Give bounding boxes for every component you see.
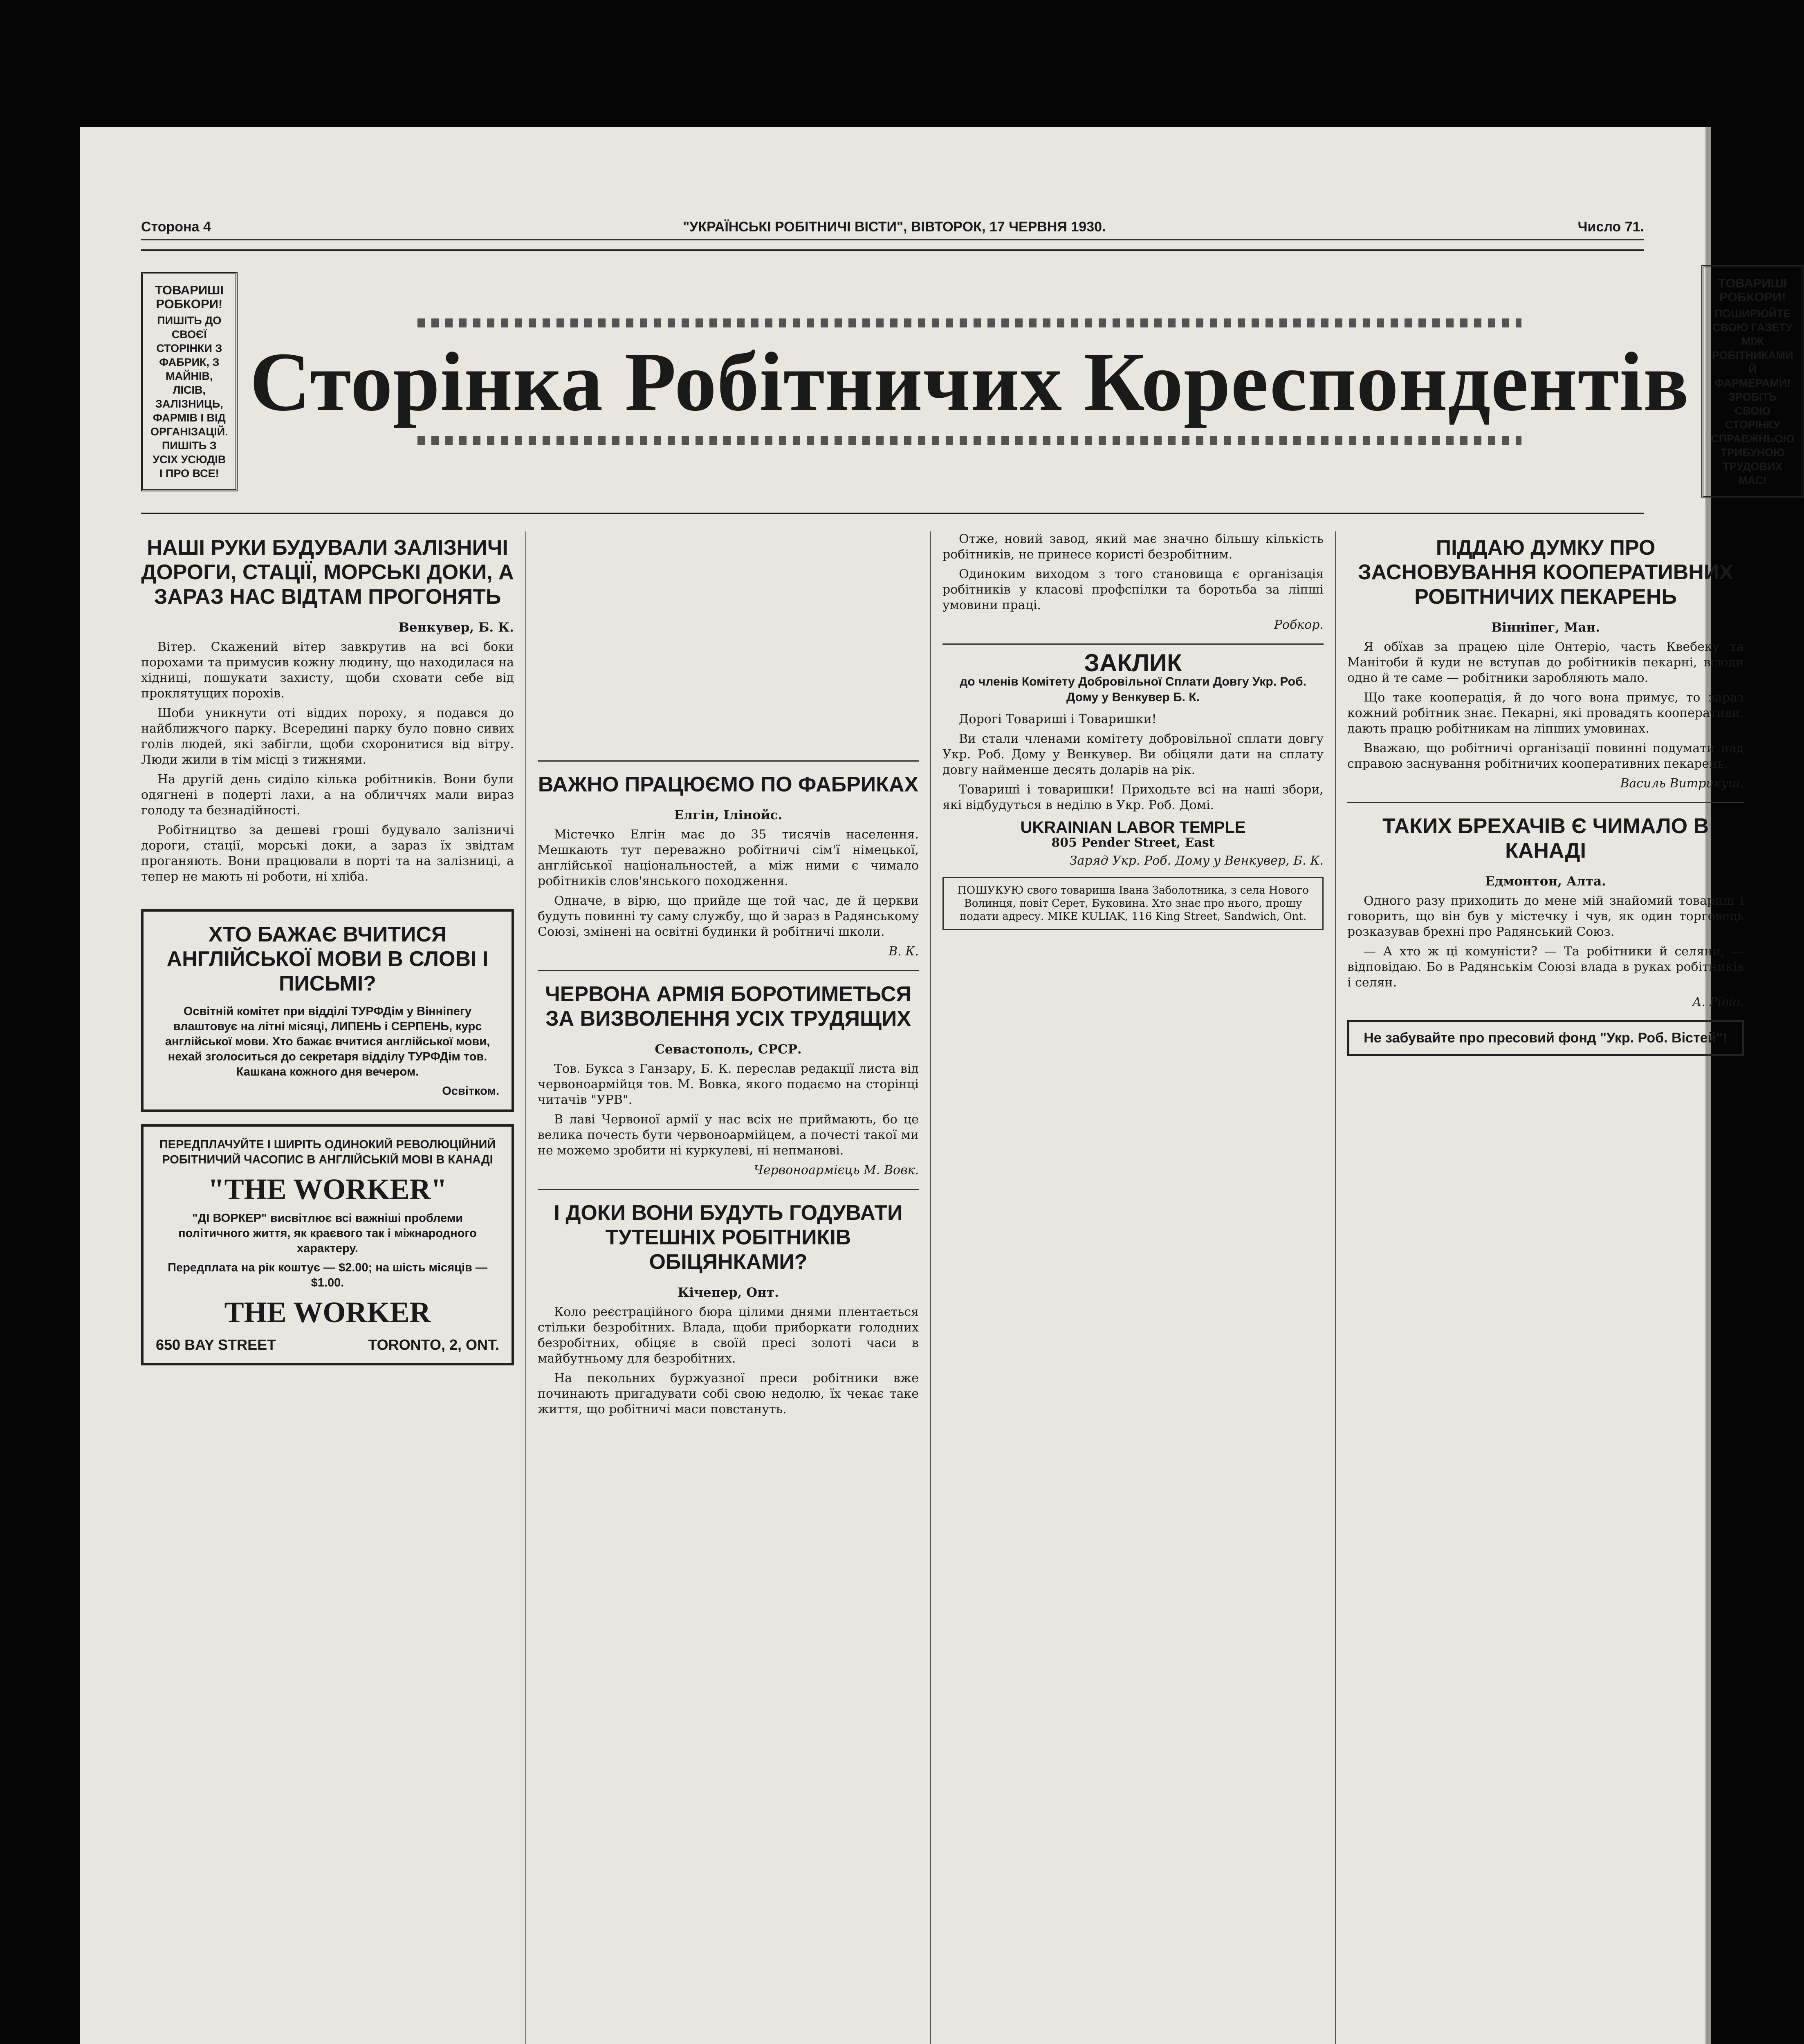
article-dateline: Едмонтон, Алта. bbox=[1485, 874, 1606, 889]
worker-intro: ПЕРЕДПЛАЧУЙТЕ І ШИРІТЬ ОДИНОКИЙ РЕВОЛЮЦІЙНИЙ РОБІТНИЧИЙ ЧАСОПИС В АНГЛІЙСЬКІЙ МОВІ В КАНАДІ bbox=[159, 1138, 496, 1166]
left-notice-text: ПИШІТЬ ДО СВОЄЇ СТОРІНКИ З ФАБРИК, З МАЙНІВ, ЛІСІВ, ЗАЛІЗНИЦЬ, ФАРМІВ І ВІД ОРГАНІЗАЦІЙ. ПИШІТЬ З УСІХ УСЮДІВ І ПРО ВСЕ! bbox=[150, 314, 228, 480]
english-course-ad bbox=[141, 909, 514, 1112]
article-sign: Василь Витрикуш. bbox=[1620, 776, 1744, 791]
article-headline: ВАЖНО ПРАЦЮЄМО ПО ФАБРИКАХ bbox=[538, 773, 919, 796]
page-number: Сторона 4 bbox=[141, 219, 211, 235]
article-paragraph: Тов. Букса з Ганзару, Б. К. переслав редакції листа від червоноармійця тов. М. Вовка, якого подаємо на сторінці читачів "УРВ". bbox=[538, 1062, 919, 1107]
ornament-top bbox=[417, 318, 1521, 327]
article-paragraph: Що таке кооперація, й до чого вона примує, то зараз кожний робітник знає. Пекарні, які провадять кооперативи, дають працю робітникам на ліпших умовинах. bbox=[1347, 690, 1744, 736]
worker-text: "ДІ ВОРКЕР" висвітлює всі важніші проблеми політичного життя, як краєвого так і міжнародного характеру. bbox=[178, 1212, 477, 1255]
article-dateline: Венкувер, Б. К. bbox=[398, 620, 514, 635]
article-paragraph: На пекольних буржуазної преси робітники вже починають пригадувати собі свою недолю, їх чекає таке життя, що робітничі маси повстануть. bbox=[538, 1371, 919, 1416]
worker-address bbox=[156, 1337, 499, 1352]
article-paragraph: — А хто ж ці комуністи? — Та робітники й селяни, — відповідаю. Бо в Радянськім Союзі влада в руках робітників і селян. bbox=[1347, 944, 1744, 990]
article-paragraph: Вважаю, що робітничі організації повинні подумати над справою заснування робітничих кооперативних пекарень. bbox=[1347, 741, 1744, 771]
labor-temple-name: UKRAINIAN LABOR TEMPLE bbox=[1020, 818, 1246, 836]
masthead bbox=[141, 249, 1795, 514]
labor-temple-address: 805 Pender Street, East bbox=[1051, 836, 1215, 850]
article-paragraph: Дорогі Товариші і Товаришки! bbox=[959, 712, 1157, 726]
article-dateline: Вінніпег, Ман. bbox=[1491, 620, 1600, 635]
article-headline: ЧЕРВОНА АРМІЯ БОРОТИМЕТЬСЯ ЗА ВИЗВОЛЕННЯ УСІХ ТРУДЯЩИХ bbox=[545, 982, 911, 1031]
article-paragraph: Одного разу приходить до мене мій знайомий товариш і говорить, що він був у містечку і чув, як один торговець розказував брехні про Радянський Союз. bbox=[1347, 894, 1744, 939]
article-dateline: Севастополь, СРСР. bbox=[655, 1042, 802, 1057]
worker-city: TORONTO, 2, ONT. bbox=[368, 1336, 499, 1353]
worker-ad bbox=[141, 1124, 514, 1365]
divider bbox=[538, 760, 919, 762]
appeal-sign: Заряд Укр. Роб. Дому у Венкувер, Б. К. bbox=[1069, 854, 1324, 868]
column-1 bbox=[141, 531, 525, 2044]
folio-line bbox=[141, 215, 1644, 240]
right-notice-title: ТОВАРИШІ РОБКОРИ! bbox=[1718, 276, 1787, 304]
worker-name: "THE WORKER" bbox=[208, 1173, 447, 1206]
press-fund-notice: Не забувайте про пресовий фонд "Укр. Роб. Вістей"! bbox=[1347, 1020, 1744, 1056]
article-sign: В. К. bbox=[889, 944, 919, 959]
ad-text: Освітній комітет при відділі ТУРФДім у Вінніпегу влаштовує на літні місяці, ЛИПЕНЬ і СЕРПЕНЬ, курс англійської мови. Хто бажає вчитися англійської мови, нехай зголоситься до секретаря відділу ТУРФДім тов. Кашкана кожного дня вечером. bbox=[165, 1005, 490, 1078]
title-block bbox=[250, 318, 1689, 445]
article-headline: І ДОКИ ВОНИ БУДУТЬ ГОДУВАТИ ТУТЕШНІХ РОБІТНИКІВ ОБІЦЯНКАМИ? bbox=[554, 1201, 903, 1274]
right-notice-text: ПОШИРЮЙТЕ СВОЮ ГАЗЕТУ МІЖ РОБІТНИКАМИ Й ФАРМЕРАМИ! ЗРОБІТЬ СВОЮ СТОРІНКУ СПРАВЖНЬОЮ ТРИБУНОЮ ТРУДОВИХ МАС! bbox=[1711, 307, 1795, 486]
right-notice bbox=[1701, 265, 1804, 498]
ad-sign: Освітком. bbox=[442, 1085, 499, 1098]
article-paragraph: Робітництво за дешеві гроші будувало залізничі дороги, стації, морські доки, а зараз їх звідтам проганяють. Вони працювали в порті та на залізниці, а тепер не мають ні роботи, ні хліба. bbox=[141, 823, 514, 884]
article-sign: Робкор. bbox=[1274, 618, 1324, 632]
article-paragraph: Товариші і товаришки! Приходьте всі на наші збори, які відбудуться в неділю в Укр. Роб. Домі. bbox=[942, 782, 1324, 812]
article-dateline: Кічепер, Онт. bbox=[678, 1285, 779, 1300]
columns bbox=[141, 531, 1744, 2044]
article-paragraph: Шоби уникнути оті віддих пороху, я подався до найближчого парку. Всередині парку було повно сивих голів людей, які забігли, щоби схоронитися від вітру. Люди жили в тім місці з тижнями. bbox=[141, 706, 514, 767]
left-notice-title: ТОВАРИШІ РОБКОРИ! bbox=[155, 283, 224, 311]
article-sign: А. Рівіо. bbox=[1692, 995, 1744, 1009]
divider bbox=[538, 970, 919, 971]
ad-headline: ХТО БАЖАЄ ВЧИТИСЯ АНГЛІЙСЬКОЇ МОВИ В СЛОВІ І ПИСЬМІ? bbox=[166, 923, 489, 995]
article-headline: НАШІ РУКИ БУДУВАЛИ ЗАЛІЗНИЧІ ДОРОГИ, СТАЦІЇ, МОРСЬКІ ДОКИ, А ЗАРАЗ НАС ВІДТАМ ПРОГОНЯТЬ bbox=[141, 536, 514, 609]
column-2 bbox=[525, 531, 930, 2044]
appeal-subheadline: до членів Комітету Добровільної Сплати Довгу Укр. Роб. Дому у Венкувер Б. К. bbox=[960, 675, 1306, 704]
divider bbox=[538, 1189, 919, 1190]
article-headline: ПІДДАЮ ДУМКУ ПРО ЗАСНОВУВАННЯ КООПЕРАТИВНИХ РОБІТНИЧИХ ПЕКАРЕНЬ bbox=[1358, 536, 1733, 609]
column-4 bbox=[1335, 531, 1744, 2044]
article-sign: Червоноармієць М. Вовк. bbox=[754, 1163, 919, 1177]
page-title: Сторінка Робітничих Кореспондентів bbox=[249, 335, 1690, 428]
search-notice: ПОШУКУЮ свого товариша Івана Заболотника, з села Нового Волинця, повіт Серет, Буковина. Хто знає про нього, прошу подати адресу. MIKE KULIAK, 116 King Street, Sandwich, Ont. bbox=[942, 877, 1324, 930]
worker-price: Передплата на рік коштує — $2.00; на шість місяців — $1.00. bbox=[168, 1261, 487, 1289]
worker-street: 650 BAY STREET bbox=[156, 1336, 276, 1353]
article-paragraph: Ви стали членами комітету добровільної сплати довгу Укр. Роб. Дому у Венкувер. Ви обіцяли дати на сплату довгу найменше десять доларів на рік. bbox=[942, 732, 1324, 777]
article-paragraph: Містечко Елгін має до 35 тисячів населення. Мешкають тут переважно робітничі сім'ї німецької, англійської національностей, а між ними є чимало робітників слов'янського походження. bbox=[538, 827, 919, 888]
article-paragraph: Одиноким виходом з того становища є організація робітників у класові профспілки та боротьба за ліпші умовини праці. bbox=[942, 567, 1324, 612]
article-dateline: Елгін, Ілінойс. bbox=[674, 808, 783, 823]
article-paragraph: Вітер. Скажений вітер завкрутив на всі боки порохами та примусив кожну людину, що находилася на хідниці, пошукати захисту, щоби сховати себе від проклятущих порохів. bbox=[141, 640, 514, 701]
article-headline: ТАКИХ БРЕХАЧІВ Є ЧИМАЛО В КАНАДІ bbox=[1382, 814, 1709, 863]
article-paragraph: Отже, новий завод, який має значно більшу кількість робітників, не принесе користі безробітним. bbox=[942, 532, 1324, 562]
ornament-bottom bbox=[417, 436, 1521, 445]
article-paragraph: Одначе, в вірю, що прийде ще той час, де й церкви будуть повинні ту саму службу, що й зараз в Радянському Союзі, змінені на освітні будинки й робітничі школи. bbox=[538, 894, 919, 939]
newspaper-page bbox=[80, 127, 1795, 2044]
divider bbox=[942, 643, 1324, 645]
article-paragraph: Коло реєстраційного бюра цілими днями плентається стільки безробітних. Влада, щоби приборкати голодних безробітних, обіцяє в своїй пресі золоті часи в майбутньому для безробітних. bbox=[538, 1305, 919, 1366]
left-notice bbox=[141, 272, 238, 491]
paper-date: "УКРАЇНСЬКІ РОБІТНИЧІ ВІСТИ", ВІВТОРОК, 17 ЧЕРВНЯ 1930. bbox=[683, 219, 1106, 235]
appeal-headline: ЗАКЛИК bbox=[1084, 649, 1182, 677]
article-paragraph: На другій день сиділо кілька робітників. Вони були одягнені в подерті лахи, а на обличчях мали вираз голоду та безнадійності. bbox=[141, 772, 514, 818]
issue-number: Число 71. bbox=[1577, 219, 1644, 235]
divider bbox=[1347, 802, 1744, 803]
column-3 bbox=[930, 531, 1335, 2044]
worker-name-2: THE WORKER bbox=[224, 1296, 431, 1329]
article-paragraph: В лаві Червоної армії у нас всіх не приймають, бо це велика почесть бути червоноармійцем, а почесті такої ми не можемо зробити ні куркулеві, ні непманові. bbox=[538, 1112, 919, 1158]
article-paragraph: Я обїхав за працею ціле Онтеріо, часть Квебеку та Манітоби й куди не вступав до робітників пекарні, всюди одно й те саме — робітники заробляють мало. bbox=[1347, 640, 1744, 685]
